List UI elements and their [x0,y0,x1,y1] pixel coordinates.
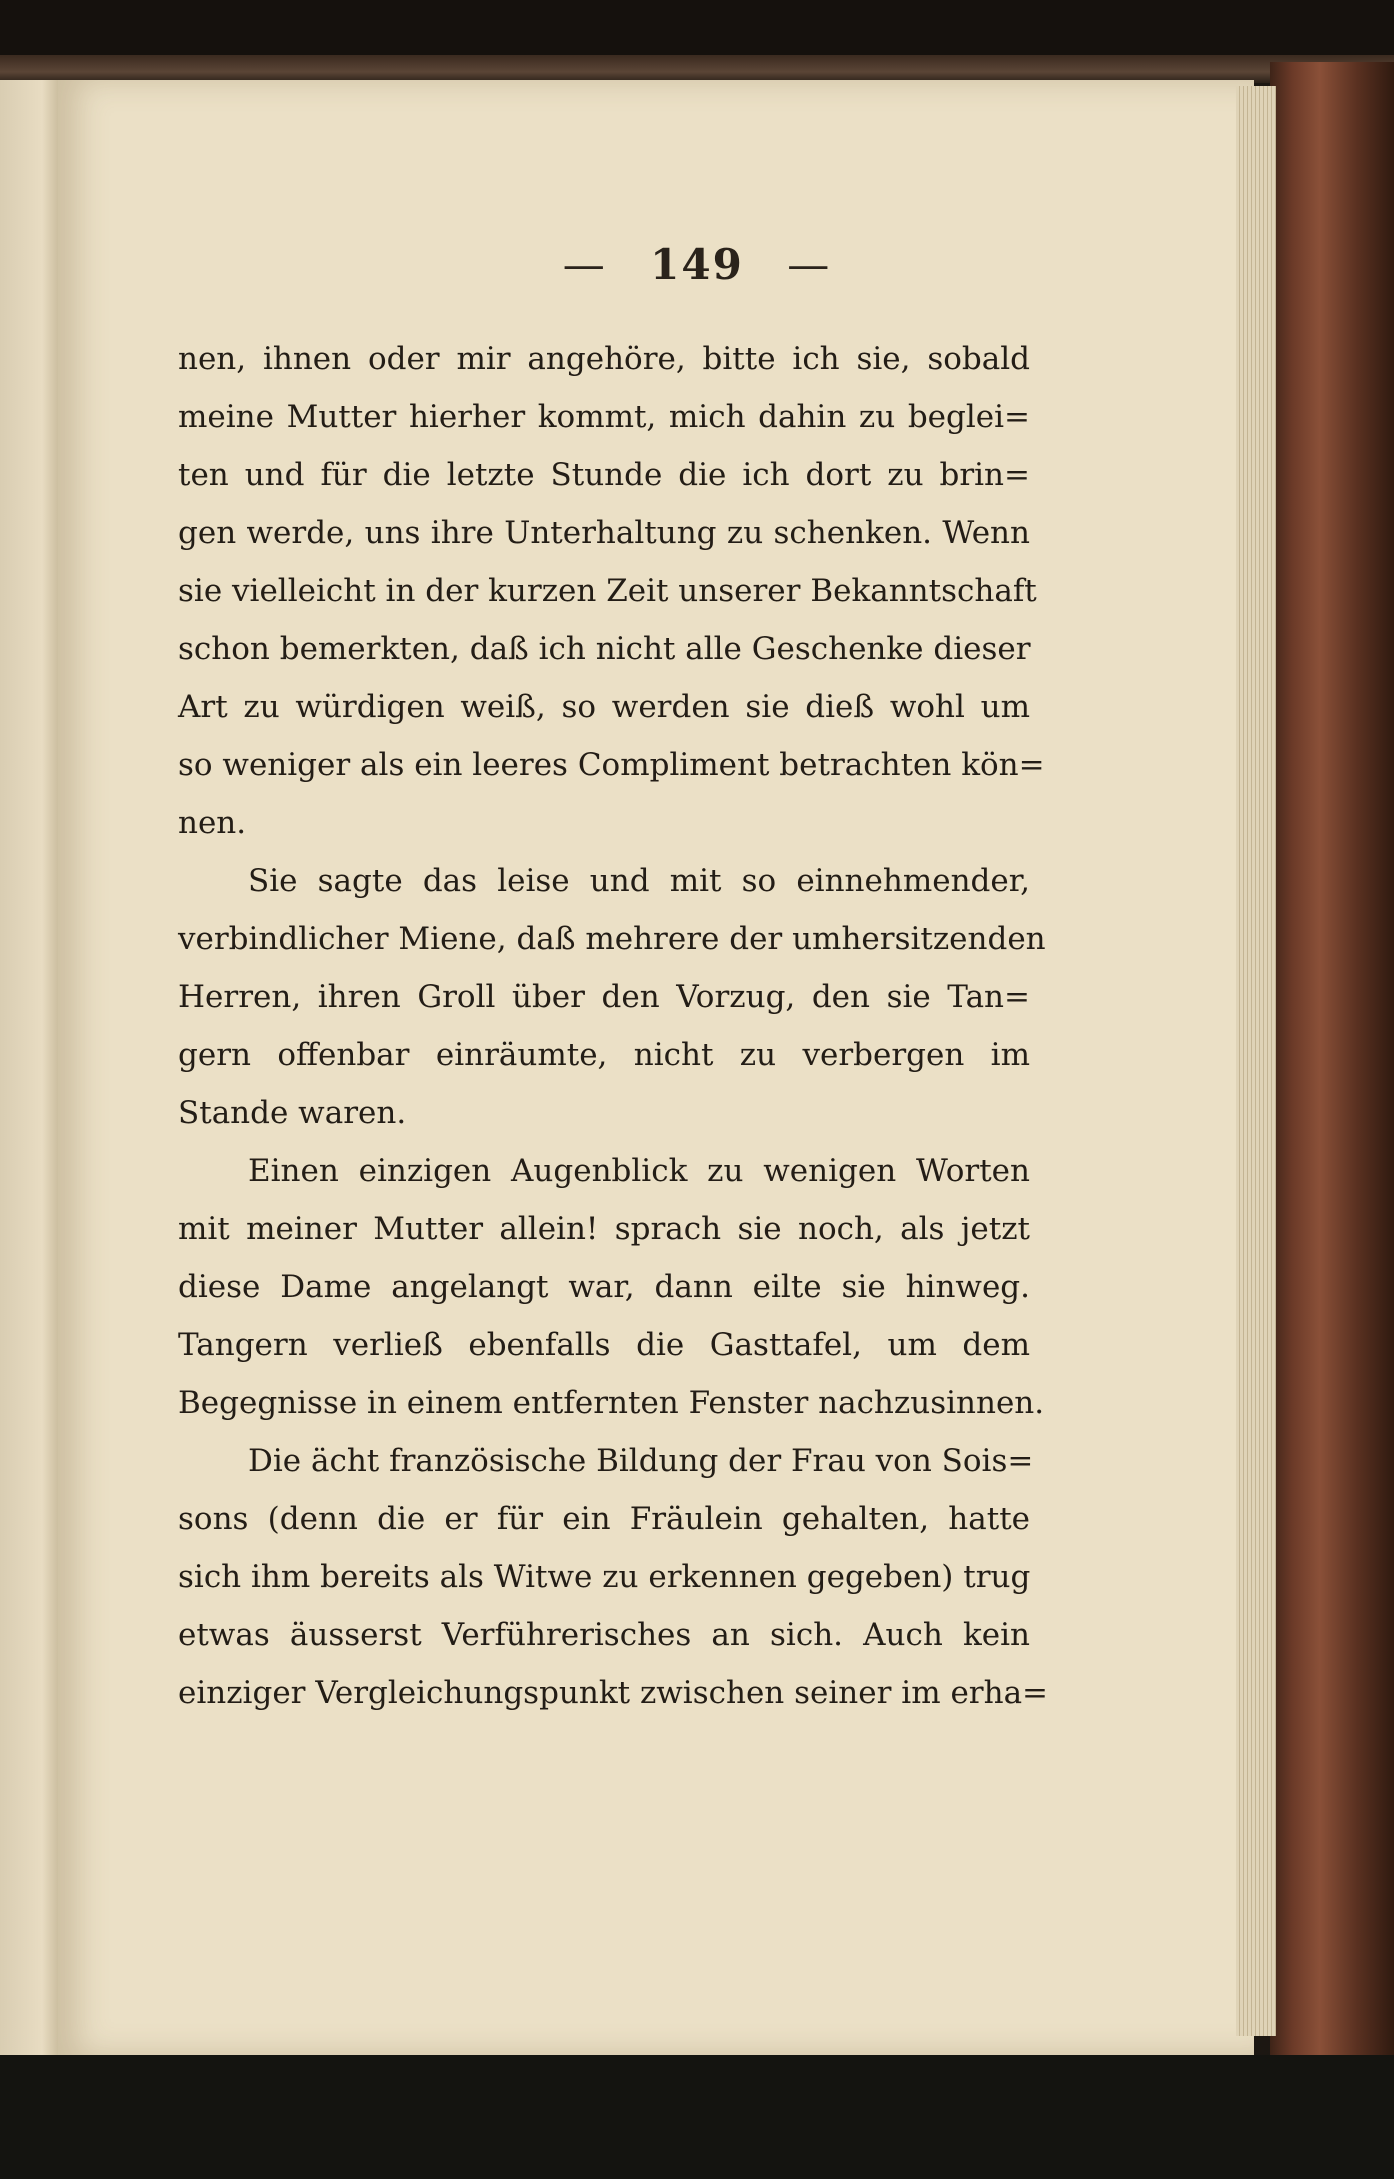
background-top [0,0,1394,62]
page-number: 149 [650,240,744,289]
text-line: einziger Vergleichungspunkt zwischen seiner im erha= [178,1675,1049,1711]
text-line: sich ihm bereits als Witwe zu erkennen gegeben) trug [178,1559,1031,1595]
body-text [178,330,1049,1722]
text-line: schon bemerkten, daß ich nicht alle Geschenke dieser [178,631,1031,667]
header-dash-left: — [562,240,607,289]
text-line: nen. [178,805,247,841]
text-line: Stande waren. [178,1095,407,1131]
facing-page-edge [0,80,60,2060]
text-line: Herren, ihren Groll über den Vorzug, den sie Tan= [178,979,1030,1015]
text-line: gen werde, uns ihre Unterhaltung zu schenken. Wenn [178,515,1030,551]
text-line: Art zu würdigen weiß, so werden sie dieß wohl um [178,689,1030,725]
text-line: nen, ihnen oder mir angehöre, bitte ich sie, sobald [178,341,1030,377]
text-line: etwas äusserst Verführerisches an sich. Auch kein [178,1617,1030,1653]
text-line: Begegnisse in einem entfernten Fenster nachzusinnen. [178,1385,1045,1421]
text-line: verbindlicher Miene, daß mehrere der umhersitzenden [178,921,1046,957]
text-line: Tangern verließ ebenfalls die Gasttafel, um dem [178,1327,1030,1363]
book-cover-board [1270,62,1394,2055]
text-line: sie vielleicht in der kurzen Zeit unserer Bekanntschaft [178,573,1037,609]
page-header [0,240,1394,300]
text-line: diese Dame angelangt war, dann eilte sie hinweg. [178,1269,1030,1305]
text-line: Einen einzigen Augenblick zu wenigen Worten [248,1153,1030,1189]
text-line: Sie sagte das leise und mit so einnehmender, [248,863,1030,899]
background-bottom [0,2055,1394,2179]
text-line: ten und für die letzte Stunde die ich dort zu brin= [178,457,1030,493]
text-line: sons (denn die er für ein Fräulein gehalten, hatte [178,1501,1030,1537]
text-line: meine Mutter hierher kommt, mich dahin zu beglei= [178,399,1030,435]
text-line: so weniger als ein leeres Compliment betrachten kön= [178,747,1045,783]
text-line: Die ächt französische Bildung der Frau von Sois= [248,1443,1034,1479]
page-edges-stack [1236,86,1276,2036]
text-line: gern offenbar einräumte, nicht zu verbergen im [178,1037,1030,1073]
book-spine-top-edge [0,55,1394,83]
text-line: mit meiner Mutter allein! sprach sie noch, als jetzt [178,1211,1030,1247]
header-dash-right: — [787,240,832,289]
